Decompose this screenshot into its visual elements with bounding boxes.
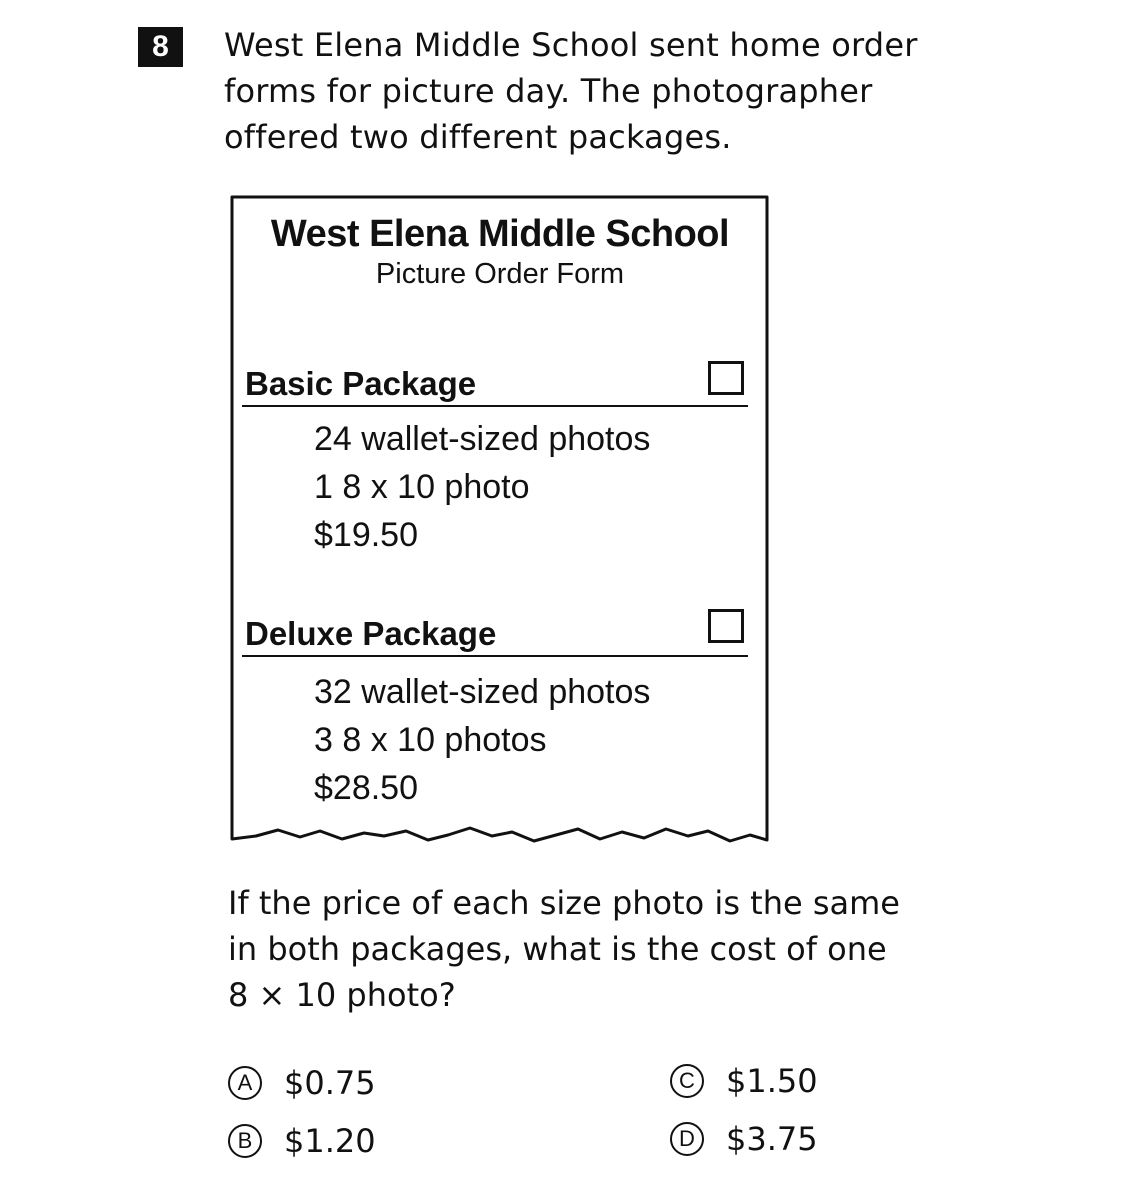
answer-bubble[interactable]: A: [228, 1066, 262, 1100]
package-price: $28.50: [314, 769, 418, 807]
package-item: 24 wallet-sized photos: [314, 420, 651, 458]
deluxe-package-checkbox[interactable]: [708, 609, 744, 643]
deluxe-package-title: Deluxe Package: [245, 615, 497, 652]
form-school-name: West Elena Middle School: [270, 213, 730, 255]
question-prompt: [228, 880, 1008, 1018]
basic-package-checkbox[interactable]: [708, 361, 744, 395]
package-price: $19.50: [314, 516, 418, 554]
prompt-line: If the price of each size photo is the same: [228, 884, 900, 922]
stem-line: offered two different packages.: [224, 118, 732, 156]
basic-package-title: Basic Package: [245, 365, 477, 402]
question-number: 8: [138, 27, 183, 67]
stem-line: West Elena Middle School sent home order: [224, 26, 918, 64]
answer-bubble[interactable]: D: [670, 1122, 704, 1156]
question-stem: [224, 22, 1004, 160]
package-item: 3 8 x 10 photos: [314, 721, 547, 759]
prompt-line: in both packages, what is the cost of one: [228, 930, 887, 968]
stem-line: forms for picture day. The photographer: [224, 72, 873, 110]
choice-value: $3.75: [726, 1120, 818, 1158]
choice-b[interactable]: [228, 1122, 376, 1160]
basic-package-details: [314, 415, 650, 559]
prompt-line: 8 × 10 photo?: [228, 976, 456, 1014]
package-item: 1 8 x 10 photo: [314, 468, 530, 506]
choice-value: $1.20: [284, 1122, 376, 1160]
choice-d[interactable]: [670, 1120, 818, 1158]
basic-package-rule: [242, 405, 748, 407]
choice-value: $0.75: [284, 1064, 376, 1102]
choice-c[interactable]: [670, 1062, 818, 1100]
form-subtitle: Picture Order Form: [375, 258, 625, 290]
deluxe-package-details: [314, 668, 650, 812]
picture-order-form: [230, 195, 770, 845]
choice-a[interactable]: [228, 1064, 376, 1102]
answer-bubble[interactable]: C: [670, 1064, 704, 1098]
choice-value: $1.50: [726, 1062, 818, 1100]
deluxe-package-rule: [242, 655, 748, 657]
package-item: 32 wallet-sized photos: [314, 673, 651, 711]
answer-bubble[interactable]: B: [228, 1124, 262, 1158]
